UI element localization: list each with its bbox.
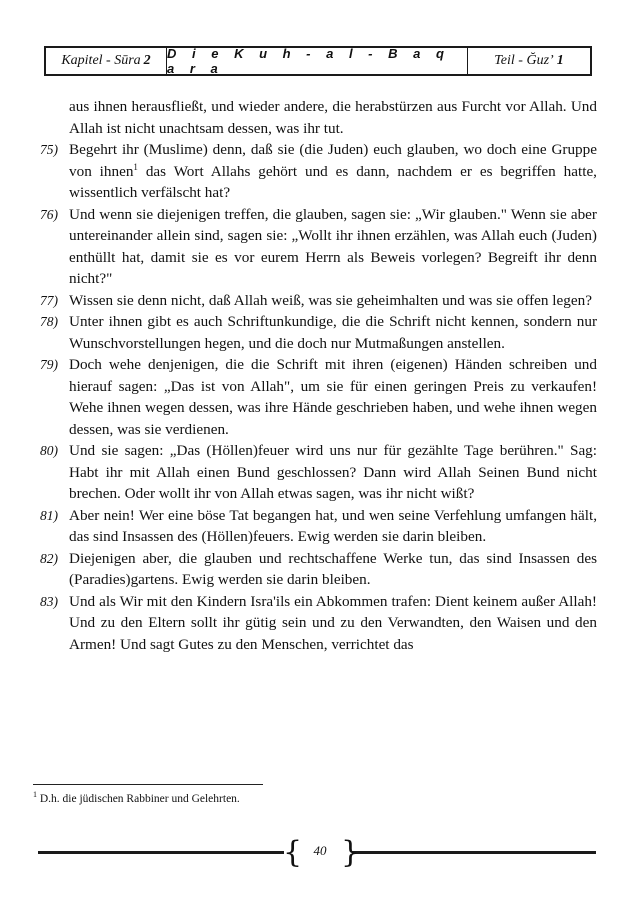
- chapter-label: [46, 48, 167, 74]
- part-number: 1: [556, 53, 564, 68]
- footnote-text: D.h. die jüdischen Rabbiner und Gelehrten.: [37, 793, 240, 805]
- footnote-divider: [33, 784, 263, 785]
- verse-76: [40, 204, 597, 290]
- verse-number: 78): [40, 314, 58, 329]
- footnote-marker: 1: [33, 790, 37, 800]
- verse-text: Diejenigen aber, die glauben und rechtschaffene Werke tun, das sind Insassen des (Paradies)gartens. Ewig werden sie darin bleiben.: [69, 549, 597, 588]
- verse-number: 77): [40, 292, 58, 308]
- verse-81: [40, 505, 597, 548]
- footer-rule-right: [352, 851, 596, 854]
- chapter-label-text: Kapitel - Sūra: [61, 53, 141, 68]
- chapter-number: 2: [143, 53, 151, 68]
- verse-text: aus ihnen herausfließt, und wieder andere, die herabstürzen aus Furcht vor Allah. Und Allah ist nicht unachtsam dessen, was ihr tut.: [69, 98, 597, 137]
- verse-82: [40, 548, 597, 591]
- verse-text: Und als Wir mit den Kindern Isra'ils ein Abkommen trafen: Dient keinem außer Allah! Und zu den Eltern sollt ihr gütig sein und zu den Verwandten, den Waisen und den Armen! Und sagt Gutes zu den Menschen, verrichtet das: [69, 592, 597, 653]
- page-number: 40: [313, 843, 327, 858]
- verse-number: 76): [40, 206, 58, 222]
- footnote-reference[interactable]: 1: [133, 161, 138, 172]
- verse-list: [40, 96, 597, 655]
- verse-75: [40, 139, 597, 204]
- surah-title: D i e K u h - a l - B a q a r a: [167, 48, 468, 74]
- verse-number: 79): [40, 357, 58, 372]
- verse-text-part-a: Begehrt ihr (Muslime) denn, daß sie (die Juden) euch glauben, wo doch eine Gruppe von ihnen: [69, 141, 597, 180]
- verse-text: [69, 139, 597, 204]
- part-label-text: Teil - Ğuz’: [494, 53, 554, 68]
- verse-77: [40, 290, 597, 312]
- verse-74-continuation: [40, 96, 597, 139]
- verse-80: [40, 440, 597, 505]
- verse-number: 83): [40, 593, 58, 609]
- verse-text: Doch wehe denjenigen, die die Schrift mit ihren (eigenen) Händen schreiben und hierauf sagen: „Das ist von Allah", um sie für einen geringen Preis zu verkaufen! Wehe ihnen wegen dessen, was ihre Hände geschrieben haben, und wehe ihnen wegen dessen, was sie verdienen.: [69, 356, 597, 438]
- verse-number: 82): [40, 550, 58, 566]
- verse-text: Unter ihnen gibt es auch Schriftunkundige, die die Schrift nicht kennen, sondern nur Wunschvorstellungen hegen, und die doch nur Mutmaßungen anstellen.: [69, 313, 597, 352]
- verse-79: [40, 354, 597, 440]
- verse-text: Und sie sagen: „Das (Höllen)feuer wird uns nur für gezählte Tage berühren." Sag: Habt ihr mit Allah einen Bund geschlossen? Dann wird Allah Seinen Bund nicht brechen. Oder wollt ihr von Allah etwas sagen, was ihr nicht wißt?: [69, 442, 597, 502]
- running-header: [44, 46, 592, 76]
- verse-text: Aber nein! Wer eine böse Tat begangen hat, und wen seine Verfehlung umfangen hält, das sind Insassen des (Höllen)feuers. Ewig werden sie darin bleiben.: [69, 506, 597, 545]
- verse-number: 81): [40, 507, 58, 523]
- verse-number: 80): [40, 443, 58, 458]
- footer-rule-left: [38, 851, 284, 854]
- verse-83: [40, 591, 597, 656]
- verse-number: 75): [40, 142, 58, 157]
- right-brace-ornament: }: [341, 835, 361, 870]
- verse-text-part-b: das Wort Allahs gehört und es dann, nachdem er es begriffen hatte, wissentlich verfälscht hat?: [69, 162, 597, 201]
- part-label: [468, 48, 590, 74]
- footnote: [33, 790, 240, 805]
- verse-text: Und wenn sie diejenigen treffen, die glauben, sagen sie: „Wir glauben." Wenn sie aber untereinander allein sind, sagen sie: „Wollt ihr ihnen erzählen, was Allah euch (Juden) enthüllt hat, damit sie es vor eurem Herrn als Beweis vorlegen? Begreift ihr denn nicht?": [69, 205, 597, 287]
- verse-text: Wissen sie denn nicht, daß Allah weiß, was sie geheimhalten und was sie offen legen?: [69, 291, 592, 309]
- left-brace-ornament: {: [283, 835, 303, 870]
- verse-78: [40, 311, 597, 354]
